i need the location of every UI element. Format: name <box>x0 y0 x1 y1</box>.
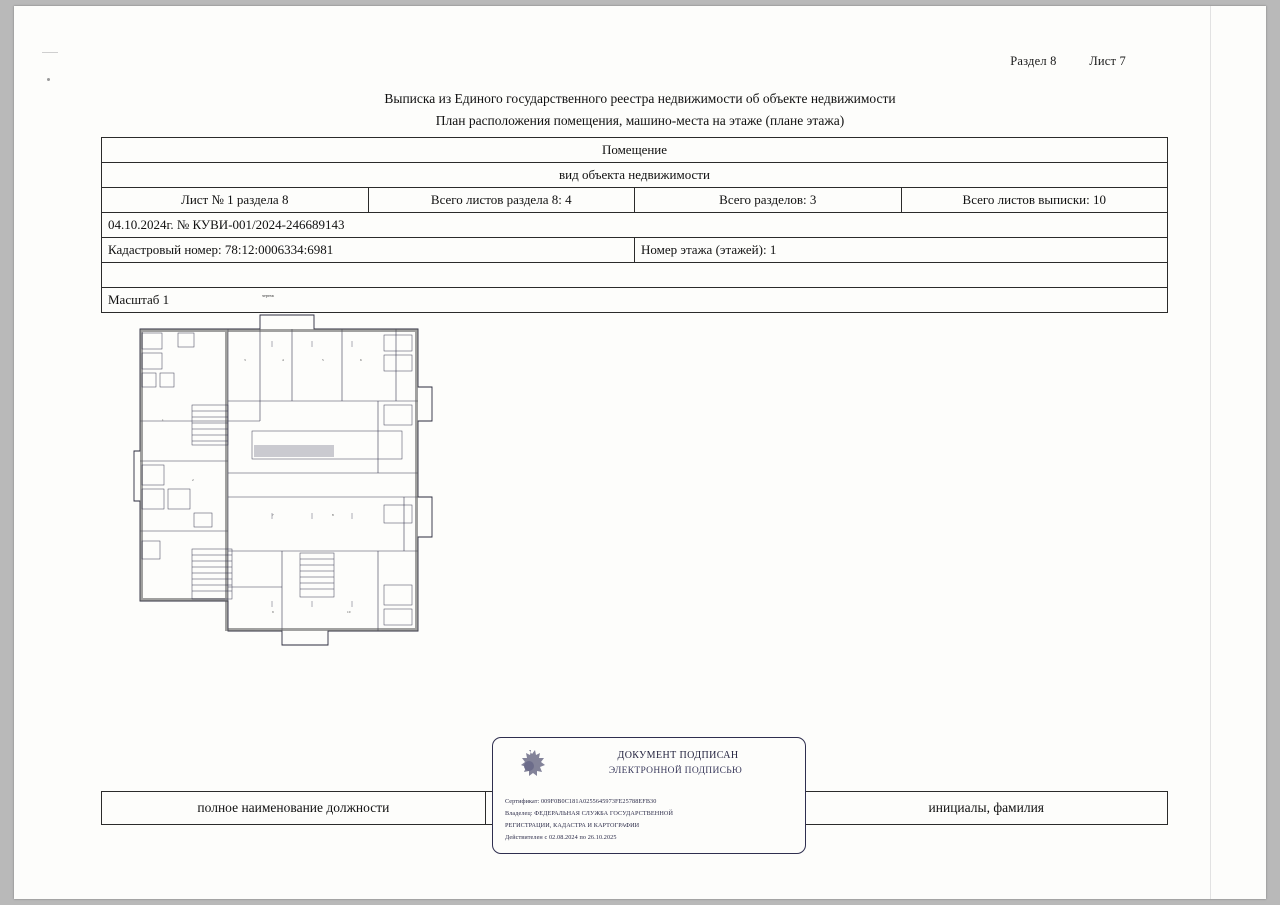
svg-text:6: 6 <box>360 358 362 362</box>
sheet-of-section-cell: Лист № 1 раздела 8 <box>102 188 369 213</box>
svg-text:8: 8 <box>332 513 334 517</box>
svg-text:10: 10 <box>347 610 351 614</box>
document-title-line1: Выписка из Единого государственного реестра недвижимости об объекте недвижимости <box>384 91 896 106</box>
sheet-label: Лист 7 <box>1089 54 1126 68</box>
document-number-cell: 04.10.2024г. № КУВИ-001/2024-246689143 <box>102 213 1168 238</box>
extract-table <box>101 137 1168 614</box>
table-row <box>102 138 1168 163</box>
scale-cell: Масштаб 1 <box>102 288 1168 313</box>
stamp-subtitle: ЭЛЕКТРОННОЙ ПОДПИСЬЮ <box>608 766 743 776</box>
svg-text:7: 7 <box>272 513 274 517</box>
svg-text:5: 5 <box>322 358 324 362</box>
total-sections-cell: Всего разделов: 3 <box>635 188 902 213</box>
electronic-signature-stamp <box>492 737 806 854</box>
total-section-sheets-cell: Всего листов раздела 8: 4 <box>368 188 635 213</box>
object-type-cell: Помещение <box>102 138 1168 163</box>
svg-text:1: 1 <box>162 418 164 422</box>
stamp-owner-line1: Владелец: ФЕДЕРАЛЬНАЯ СЛУЖБА ГОСУДАРСТВЕННОЙ <box>505 810 674 817</box>
svg-text:3: 3 <box>244 358 246 362</box>
initials-caption-cell: инициалы, фамилия <box>805 792 1167 825</box>
document-page <box>14 6 1266 899</box>
scan-artifact <box>42 52 58 53</box>
russian-coat-of-arms-icon <box>509 746 549 786</box>
stamp-owner-line2: РЕГИСТРАЦИИ, КАДАСТРА И КАРТОГРАФИИ <box>505 822 640 829</box>
position-caption-cell: полное наименование должности <box>102 792 486 825</box>
svg-text:2: 2 <box>192 478 194 482</box>
stamp-title: ДОКУМЕНТ ПОДПИСАН <box>617 750 739 761</box>
svg-text:4: 4 <box>282 358 284 362</box>
object-type-caption-cell: вид объекта недвижимости <box>102 163 1168 188</box>
svg-text:9: 9 <box>272 610 274 614</box>
floor-number-cell: Номер этажа (этажей): 1 <box>635 238 1168 263</box>
stamp-validity-line: Действителен с 02.08.2024 по 26.10.2025 <box>505 834 617 841</box>
stamp-certificate-line: Сертификат: 009F0B0C181A0255645973FE25788EFB30 <box>505 798 657 805</box>
section-label: Раздел 8 <box>1010 54 1057 68</box>
table-row <box>102 238 1168 263</box>
table-row <box>102 188 1168 213</box>
table-row <box>102 163 1168 188</box>
page-header <box>1010 54 1126 69</box>
cadastral-number-cell: Кадастровый номер: 78:12:0006334:6981 <box>102 238 635 263</box>
page-content <box>14 6 1266 899</box>
floorplan-caption: чертеж <box>262 293 275 298</box>
table-row <box>102 263 1168 288</box>
total-extract-sheets-cell: Всего листов выписки: 10 <box>901 188 1168 213</box>
scan-edge-line <box>1210 6 1211 899</box>
document-title-line2: План расположения помещения, машино-места на этаже (плане этажа) <box>435 113 845 128</box>
table-row <box>102 213 1168 238</box>
scan-speck <box>47 78 50 81</box>
